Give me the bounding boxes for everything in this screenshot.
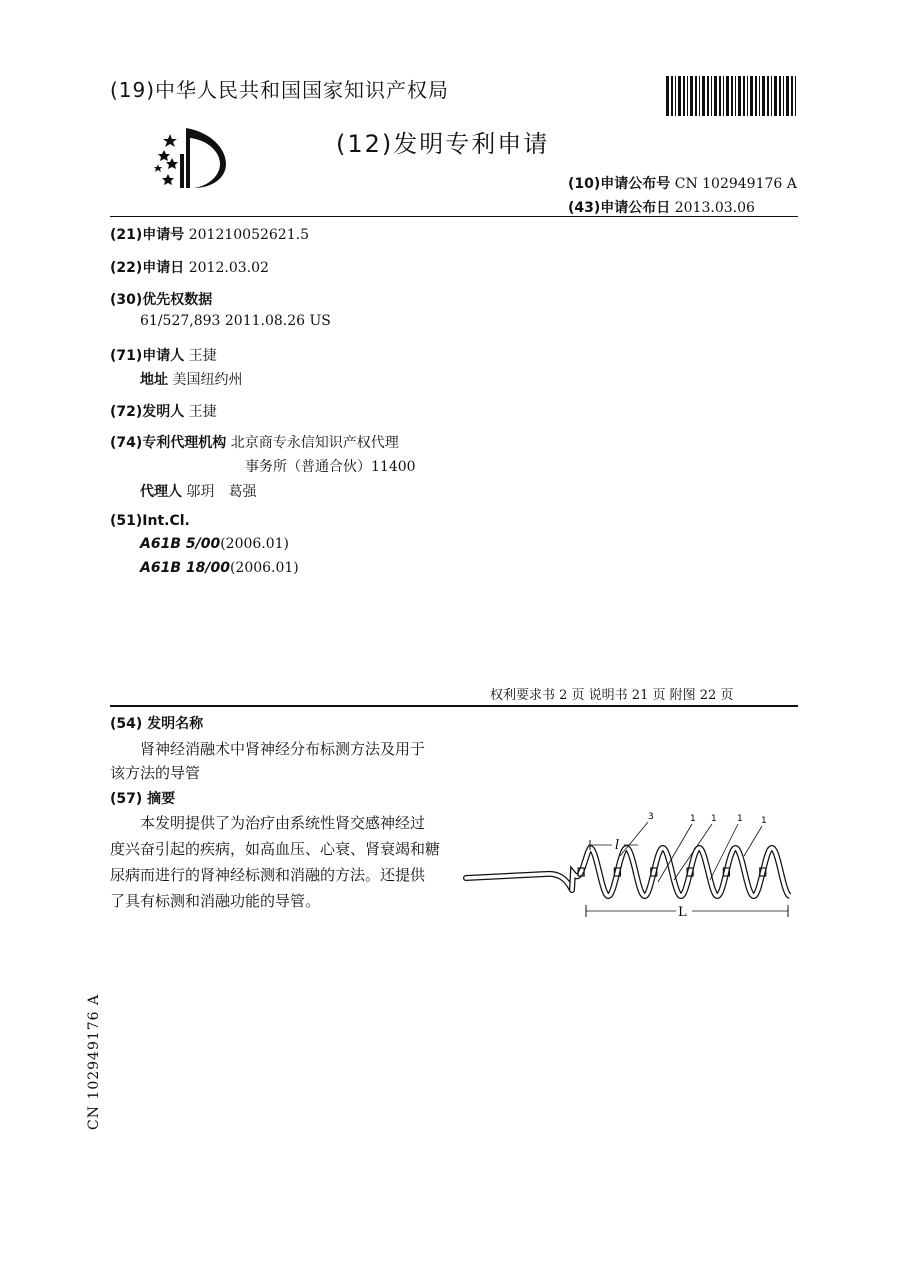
applicant-label: (71)申请人 <box>110 348 185 364</box>
title-label: (54) 发明名称 <box>110 716 204 732</box>
label-1b: 1 <box>711 814 717 824</box>
document-type: (12)发明专利申请 <box>336 130 550 158</box>
app-date-value: 2012.03.02 <box>188 260 269 276</box>
abstract-line-2: 度兴奋引起的疾病，如高血压、心衰、肾衰竭和糖 <box>110 840 441 858</box>
barcode-bar <box>675 76 676 116</box>
address <box>140 369 242 389</box>
barcode-bar <box>762 76 765 116</box>
label-1c: 1 <box>737 814 743 824</box>
office-name: (19)中华人民共和国国家知识产权局 <box>110 78 450 102</box>
priority-label <box>110 289 212 309</box>
pub-no-value: CN 102949176 A <box>674 176 797 192</box>
inventor-label: (72)发明人 <box>110 404 185 420</box>
barcode-bar <box>738 76 741 116</box>
agent-label: 代理人 <box>140 484 182 500</box>
label-1a: 1 <box>690 814 696 824</box>
application-date <box>110 257 269 277</box>
barcode-bar <box>735 76 736 116</box>
applicant <box>110 345 217 365</box>
inventor <box>110 401 217 421</box>
barcode-bar <box>726 76 729 116</box>
side-publication-number: CN 102949176 A <box>86 993 102 1130</box>
barcode-bar <box>723 76 724 116</box>
barcode-bar <box>759 76 760 116</box>
barcode-bar <box>771 76 772 116</box>
address-value: 美国纽约州 <box>172 372 243 388</box>
address-label: 地址 <box>140 372 168 388</box>
barcode-bar <box>671 76 673 116</box>
abstract-line-1: 本发明提供了为治疗由系统性肾交感神经过 <box>140 814 426 832</box>
barcode-bar <box>783 76 784 116</box>
barcode-bar <box>719 76 721 116</box>
ipc-1 <box>140 536 289 552</box>
catheter-figure <box>462 800 802 930</box>
agency-label: (74)专利代理机构 <box>110 435 227 451</box>
pub-no-label: (10)申请公布号 <box>568 176 671 192</box>
app-no-label: (21)申请号 <box>110 227 185 243</box>
agent-value: 邬玥 葛强 <box>186 484 257 500</box>
barcode-bar <box>767 76 769 116</box>
barcode-bar <box>695 76 697 116</box>
label-small-l: l <box>615 838 620 853</box>
page-counts: 权利要求书 2 页 说明书 21 页 附图 22 页 <box>490 688 734 703</box>
barcode-bar <box>702 76 705 116</box>
barcode-bar <box>755 76 757 116</box>
label-big-L: L <box>678 905 687 920</box>
ipc-2-code: A61B 18/00 <box>140 560 230 576</box>
barcode-bar <box>786 76 789 116</box>
barcode-bar <box>678 76 681 116</box>
section-rule <box>110 705 798 707</box>
title-line-1: 肾神经消融术中肾神经分布标测方法及用于 <box>140 740 426 758</box>
agency-value-1: 北京商专永信知识产权代理 <box>230 435 399 451</box>
barcode-bar <box>750 76 753 116</box>
barcode-bar <box>731 76 733 116</box>
inventor-value: 王捷 <box>188 404 217 420</box>
barcode-bar <box>779 76 781 116</box>
agent <box>140 481 256 501</box>
barcode-bar <box>699 76 700 116</box>
app-no-value: 201210052621.5 <box>188 227 309 243</box>
barcode-bar <box>714 76 717 116</box>
publication-number <box>568 173 797 193</box>
priority-value: 61/527,893 2011.08.26 US <box>140 313 331 329</box>
agency <box>110 432 399 452</box>
barcode-bar <box>747 76 748 116</box>
int-cl-label: (51)Int.Cl. <box>110 513 190 529</box>
ipc-1-version: (2006.01) <box>220 536 290 552</box>
applicant-value: 王捷 <box>188 348 217 364</box>
barcode <box>666 76 798 116</box>
barcode-bar <box>791 76 793 116</box>
int-cl <box>110 513 190 529</box>
pub-date-value: 2013.03.06 <box>674 200 755 216</box>
priority-label-text: (30)优先权数据 <box>110 292 213 308</box>
barcode-bar <box>774 76 777 116</box>
label-1d: 1 <box>761 816 767 826</box>
barcode-bar <box>743 76 745 116</box>
pub-date-label: (43)申请公布日 <box>568 200 671 216</box>
abstract-line-3: 尿病而进行的肾神经标测和消融的方法。还提供 <box>110 866 426 884</box>
publication-date <box>568 197 755 217</box>
abstract-line-4: 了具有标测和消融功能的导管。 <box>110 892 321 910</box>
ipc-2-version: (2006.01) <box>229 560 299 576</box>
barcode-bar <box>666 76 669 116</box>
barcode-bar <box>707 76 709 116</box>
abstract-label: (57) 摘要 <box>110 791 176 807</box>
barcode-bar <box>683 76 685 116</box>
ipc-2 <box>140 560 299 576</box>
agency-value-2: 事务所（普通合伙）11400 <box>245 459 416 475</box>
title-line-2: 该方法的导管 <box>110 764 201 782</box>
barcode-bar <box>687 76 688 116</box>
application-number <box>110 224 309 244</box>
label-3: 3 <box>648 812 654 822</box>
ipc-1-code: A61B 5/00 <box>140 536 221 552</box>
header-rule <box>110 216 798 217</box>
barcode-bar <box>711 76 712 116</box>
cnipa-logo <box>150 124 230 192</box>
barcode-bar <box>690 76 693 116</box>
app-date-label: (22)申请日 <box>110 260 185 276</box>
barcode-bar <box>795 76 796 116</box>
